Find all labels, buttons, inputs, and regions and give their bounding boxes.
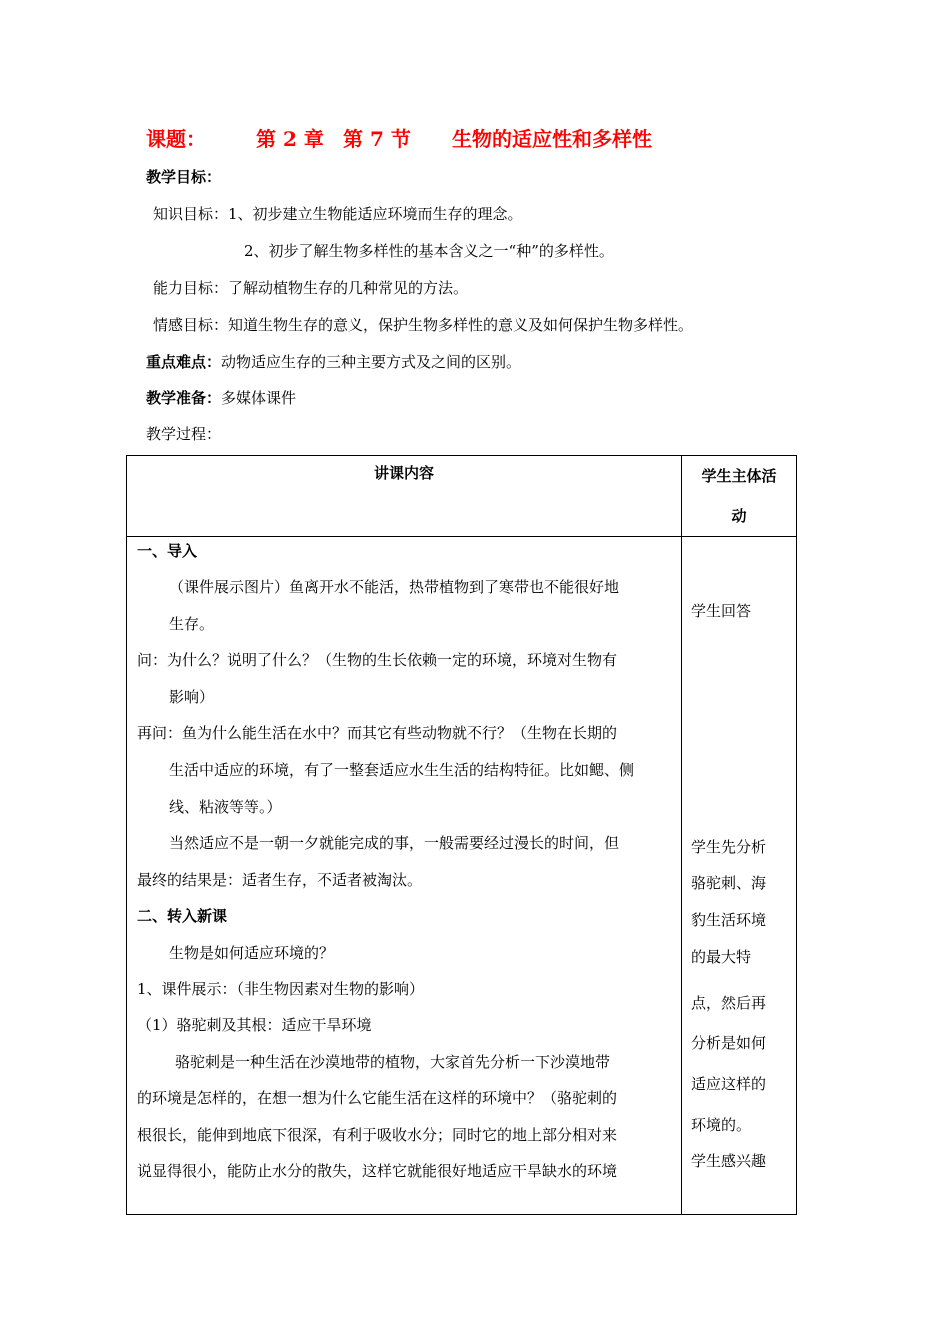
activity-line: 骆驼刺、海 (691, 874, 767, 892)
header-activity-line-2: 动 (731, 507, 747, 525)
knowledge-objective-2: 2、初步了解生物多样性的基本含义之一“种”的多样性。 (244, 242, 614, 260)
content-line: 生物是如何适应环境的？ (169, 944, 335, 962)
title-section: 第 7 节 (343, 127, 411, 151)
objectives-heading: 教学目标： (146, 168, 222, 186)
content-line: 线、粘液等等。） (169, 798, 282, 816)
emotion-objective (153, 315, 693, 335)
section-new-lesson-heading: 二、转入新课 (137, 907, 228, 925)
content-line: 问：为什么？说明了什么？（生物的生长依赖一定的环境，环境对生物有 (137, 651, 618, 669)
content-line: 最终的结果是：适者生存，不适者被淘汰。 (137, 871, 423, 889)
emotion-text: 知道生物生存的意义，保护生物多样性的意义及如何保护生物多样性。 (228, 316, 694, 334)
header-content: 讲课内容 (373, 464, 434, 482)
ability-text: 了解动植物生存的几种常见的方法。 (228, 279, 469, 297)
content-line: 说显得很小，能防止水分的散失，这样它就能很好地适应干旱缺水的环境 (137, 1162, 618, 1180)
activity-line: 学生感兴趣 (691, 1152, 767, 1170)
content-cell (127, 537, 682, 1215)
content-line: 骆驼刺是一种生活在沙漠地带的植物，大家首先分析一下沙漠地带 (175, 1053, 611, 1071)
content-line: （课件展示图片）鱼离开水不能活，热带植物到了寒带也不能很好地 (169, 578, 620, 596)
activity-line: 的最大特 (691, 948, 752, 966)
knowledge-objective-1 (153, 204, 523, 224)
key-points (146, 352, 521, 372)
preparation-text: 多媒体课件 (221, 389, 297, 407)
activity-line: 适应这样的 (691, 1075, 767, 1093)
activity-line: 豹生活环境 (691, 911, 767, 929)
content-line: 影响） (169, 688, 215, 706)
knowledge-text-1: 1、初步建立生物能适应环境而生存的理念。 (228, 205, 523, 223)
preparation (146, 388, 296, 408)
knowledge-label: 知识目标： (153, 205, 229, 223)
emotion-label: 情感目标： (153, 316, 229, 334)
header-activity-line-1: 学生主体活 (701, 467, 777, 485)
activity-line: 学生回答 (691, 602, 752, 620)
activity-line: 学生先分析 (691, 838, 767, 856)
content-line: 的环境是怎样的，在想一想为什么它能生活在这样的环境中？（骆驼刺的 (137, 1089, 618, 1107)
title-topic: 生物的适应性和多样性 (452, 127, 652, 151)
activity-line: 点，然后再 (691, 994, 767, 1012)
content-line: 再问：鱼为什么能生活在水中？而其它有些动物就不行？（生物在长期的 (137, 724, 618, 742)
header-content-cell (127, 456, 682, 537)
content-line: 当然适应不是一朝一夕就能完成的事，一般需要经过漫长的时间，但 (169, 834, 620, 852)
activity-line: 分析是如何 (691, 1034, 767, 1052)
preparation-label: 教学准备： (146, 389, 222, 407)
lesson-table (126, 455, 797, 1215)
content-line: 1、课件展示：（非生物因素对生物的影响） (137, 980, 425, 998)
key-points-text: 动物适应生存的三种主要方式及之间的区别。 (221, 353, 522, 371)
title-chapter: 第 2 章 (256, 127, 324, 151)
activity-line: 环境的。 (691, 1116, 752, 1134)
activity-cell (682, 537, 797, 1215)
section-intro-heading: 一、导入 (137, 542, 198, 560)
ability-label: 能力目标： (153, 279, 229, 297)
content-line: 生活中适应的环境，有了一整套适应水生生活的结构特征。比如鳃、侧 (169, 761, 635, 779)
content-line: 根很长，能伸到地底下很深，有利于吸收水分；同时它的地上部分相对来 (137, 1126, 618, 1144)
content-line: 生存。 (169, 615, 215, 633)
key-points-label: 重点难点： (146, 353, 222, 371)
process-label: 教学过程： (146, 425, 222, 443)
header-activity-cell (682, 456, 797, 537)
content-line: （1）骆驼刺及其根：适应干旱环境 (137, 1016, 372, 1034)
title-label: 课题： (146, 127, 206, 151)
ability-objective (153, 278, 468, 298)
